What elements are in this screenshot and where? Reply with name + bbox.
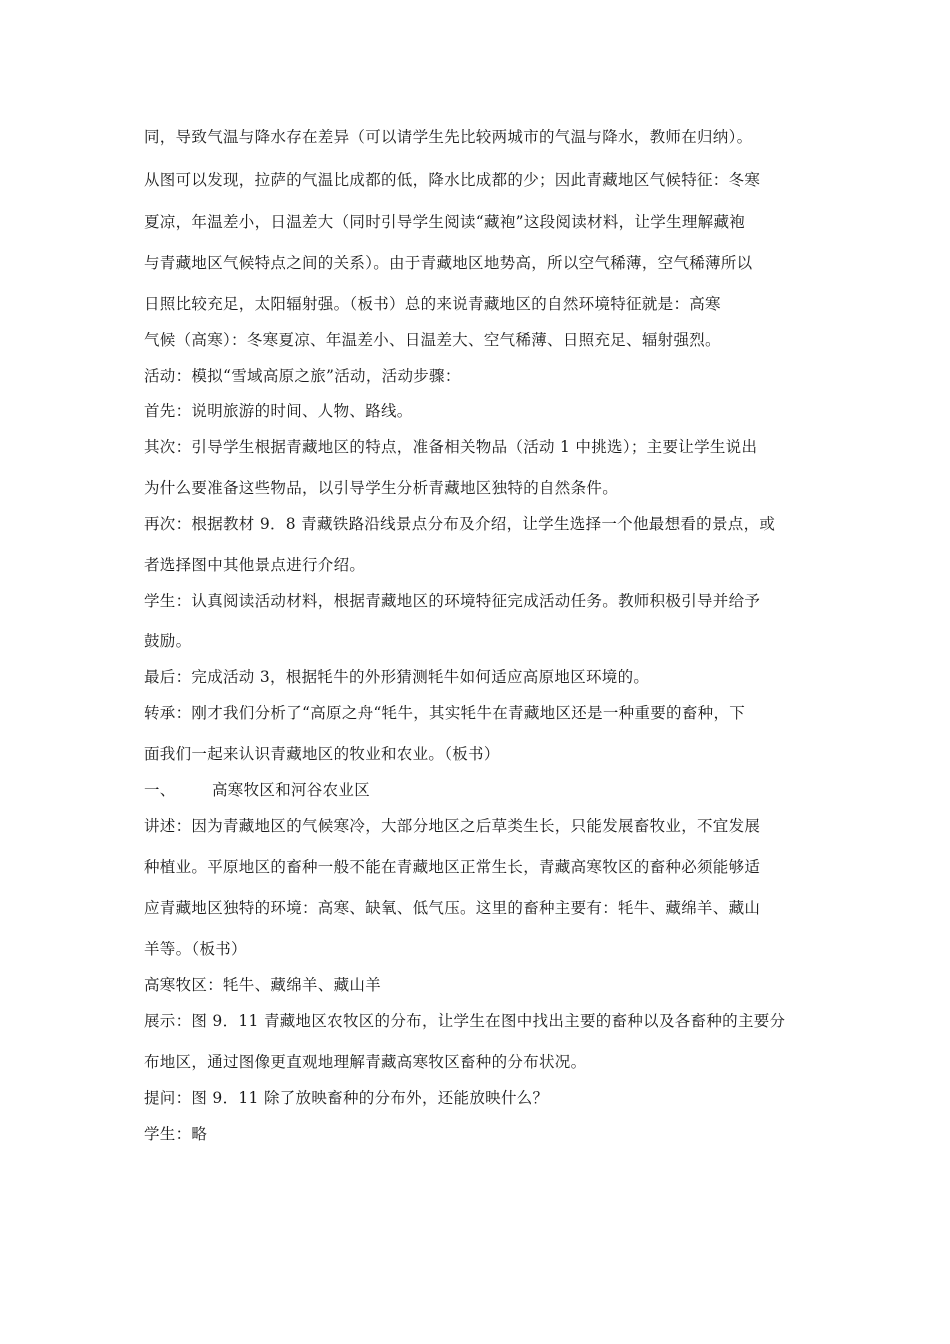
text-line: 最后：完成活动 3，根据牦牛的外形猜测牦牛如何适应高原地区环境的。 [144, 668, 650, 686]
text-line: 为什么要准备这些物品，以引导学生分析青藏地区独特的自然条件。 [144, 479, 619, 497]
text-line: 夏凉，年温差小，日温差大（同时引导学生阅读“藏袍”这段阅读材料，让学生理解藏袍 [144, 213, 746, 231]
text-line: 者选择图中其他景点进行介绍。 [144, 556, 366, 574]
text-line: 种植业。平原地区的畜种一般不能在青藏地区正常生长，青藏高寒牧区的畜种必须能够适 [144, 858, 761, 876]
text-line: 应青藏地区独特的环境：高寒、缺氧、低气压。这里的畜种主要有：牦牛、藏绵羊、藏山 [144, 899, 761, 917]
text-line: 面我们一起来认识青藏地区的牧业和农业。（板书） [144, 745, 500, 763]
section-heading [144, 780, 370, 800]
text-line: 气候（高寒）：冬寒夏凉、年温差小、日温差大、空气稀薄、日照充足、辐射强烈。 [144, 331, 721, 349]
text-line: 羊等。（板书） [144, 940, 247, 958]
text-line: 从图可以发现，拉萨的气温比成都的低，降水比成都的少；因此青藏地区气候特征：冬寒 [144, 171, 761, 189]
text-line: 讲述：因为青藏地区的气候寒冷，大部分地区之后草类生长，只能发展畜牧业，不宜发展 [144, 817, 761, 835]
text-line: 活动：模拟“雪域高原之旅”活动，活动步骤： [144, 367, 461, 385]
text-line: 与青藏地区气候特点之间的关系）。由于青藏地区地势高，所以空气稀薄，空气稀薄所以 [144, 254, 753, 272]
text-line: 首先：说明旅游的时间、人物、路线。 [144, 402, 413, 420]
text-line: 鼓励。 [144, 632, 192, 650]
section-title: 高寒牧区和河谷农业区 [212, 781, 371, 799]
text-line: 展示：图 9．11 青藏地区农牧区的分布，让学生在图中找出主要的畜种以及各畜种的主要分 [144, 1012, 786, 1030]
text-line: 提问：图 9．11 除了放映畜种的分布外，还能放映什么？ [144, 1089, 549, 1107]
text-line: 再次：根据教材 9．8 青藏铁路沿线景点分布及介绍，让学生选择一个他最想看的景点，或 [144, 515, 776, 533]
text-line: 布地区，通过图像更直观地理解青藏高寒牧区畜种的分布状况。 [144, 1053, 587, 1071]
text-line: 高寒牧区：牦牛、藏绵羊、藏山羊 [144, 976, 382, 994]
section-number: 一、 [144, 781, 176, 799]
text-line: 转承：刚才我们分析了“高原之舟“牦牛，其实牦牛在青藏地区还是一种重要的畜种，下 [144, 704, 746, 722]
text-line: 同，导致气温与降水存在差异（可以请学生先比较两城市的气温与降水，教师在归纳）。 [144, 128, 753, 146]
text-line: 学生：认真阅读活动材料，根据青藏地区的环境特征完成活动任务。教师积极引导并给予 [144, 592, 761, 610]
text-line: 其次：引导学生根据青藏地区的特点，准备相关物品（活动 1 中挑选）；主要让学生说出 [144, 438, 758, 456]
text-line: 学生：略 [144, 1125, 208, 1143]
text-line: 日照比较充足，太阳辐射强。（板书）总的来说青藏地区的自然环境特征就是：高寒 [144, 295, 721, 313]
